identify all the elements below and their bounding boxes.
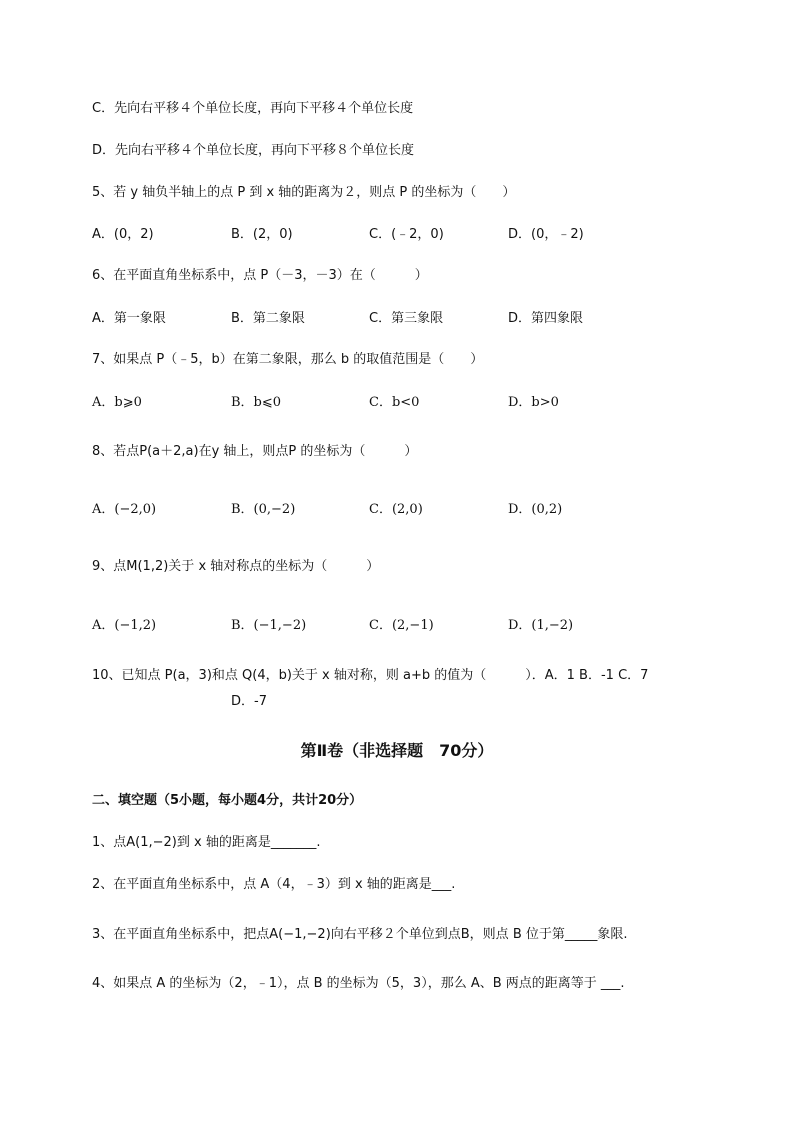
question-8-options xyxy=(92,501,712,519)
fill-blank-heading: 二、填空题（5小题，每小题4分，共计20分） xyxy=(92,793,363,808)
q8-option-c: C．(2,0) xyxy=(369,502,423,517)
option-d-previous: D．先向右平移４个单位长度，再向下平移８个单位长度 xyxy=(92,143,415,158)
q5-option-b: B．(2，0) xyxy=(231,227,293,242)
question-7-options xyxy=(92,394,712,412)
q8-option-d: D．(0,2) xyxy=(508,502,563,517)
fill-blank-item-2: 2、在平面直角坐标系中，点 A（4，﹣3）到 x 轴的距离是___. xyxy=(92,877,456,892)
q6-option-a: A．第一象限 xyxy=(92,311,166,326)
question-10-option-d: D．-7 xyxy=(231,694,267,709)
question-9: 9、点M(1,2)关于 x 轴对称点的坐标为（ ） xyxy=(92,559,380,574)
question-10: 10、已知点 P(a，3)和点 Q(4，b)关于 x 轴对称，则 a+b 的值为（ ）．A．1 B．-1 C．7 xyxy=(92,668,649,683)
q8-option-b: B．(0,−2) xyxy=(231,502,296,517)
q7-option-d: D．b>0 xyxy=(508,395,559,410)
fill-blank-item-3: 3、在平面直角坐标系中，把点A(−1,−2)向右平移２个单位到点B，则点 B 位于第_____象限. xyxy=(92,927,628,942)
section-ii-title: 第Ⅱ卷（非选择题 70分） xyxy=(300,741,494,760)
question-5: 5、若 y 轴负半轴上的点 P 到 x 轴的距离为２，则点 P 的坐标为（ ） xyxy=(92,185,516,200)
q9-option-a: A．(−1,2) xyxy=(92,618,157,633)
fill-blank-item-4: 4、如果点 A 的坐标为（2，﹣1），点 B 的坐标为（5，3），那么 A、B 两点的距离等于 ___. xyxy=(92,976,625,991)
q6-option-b: B．第二象限 xyxy=(231,311,305,326)
q9-option-c: C．(2,−1) xyxy=(369,618,434,633)
question-6: 6、在平面直角坐标系中，点 P（－3，－3）在（ ） xyxy=(92,268,428,283)
question-8: 8、若点P(a＋2,a)在y 轴上，则点P 的坐标为（ ） xyxy=(92,444,418,459)
question-7: 7、如果点 P（﹣5，b）在第二象限，那么 b 的取值范围是（ ） xyxy=(92,352,484,367)
q9-option-d: D．(1,−2) xyxy=(508,618,574,633)
question-5-options xyxy=(92,226,712,244)
q5-option-c: C．(﹣2，0) xyxy=(369,227,444,242)
option-c-previous: C．先向右平移４个单位长度，再向下平移４个单位长度 xyxy=(92,101,414,116)
q6-option-d: D．第四象限 xyxy=(508,311,584,326)
q7-option-b: B．b⩽0 xyxy=(231,395,282,410)
q5-option-a: A．(0，2) xyxy=(92,227,154,242)
q6-option-c: C．第三象限 xyxy=(369,311,444,326)
q5-option-d: D．(0，﹣2) xyxy=(508,227,584,242)
question-9-options xyxy=(92,617,712,635)
question-6-options xyxy=(92,310,712,328)
q7-option-c: C．b<0 xyxy=(369,395,420,410)
q8-option-a: A．(−2,0) xyxy=(92,502,157,517)
q9-option-b: B．(−1,−2) xyxy=(231,618,307,633)
fill-blank-item-1: 1、点A(1,−2)到 x 轴的距离是_______. xyxy=(92,835,321,850)
q7-option-a: A．b⩾0 xyxy=(92,395,142,410)
